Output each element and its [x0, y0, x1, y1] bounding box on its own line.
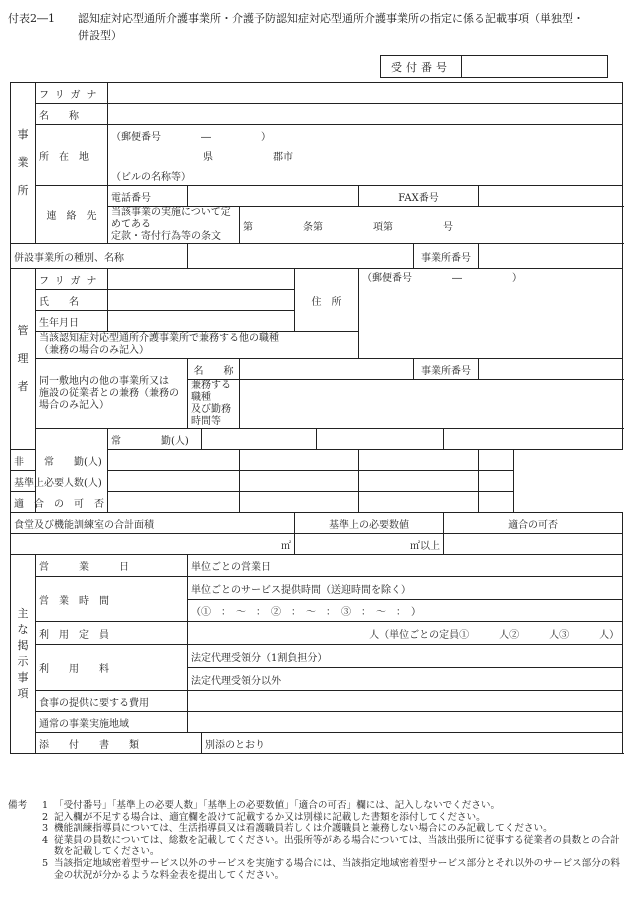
- staff-cell[interactable]: [359, 492, 479, 513]
- business-contact-label: 連 絡 先: [36, 186, 108, 244]
- phone-field[interactable]: [188, 186, 359, 207]
- receipt-number-label: 受付番号: [381, 56, 462, 77]
- notes-label: 備考: [8, 800, 28, 811]
- fee-insured-field[interactable]: 法定代理受領分（1割負担分）: [188, 645, 623, 668]
- manager-address-field[interactable]: （郵便番号 ― ）: [359, 269, 623, 359]
- manager-furigana-label: フリガナ: [36, 269, 108, 290]
- staff-cell[interactable]: [240, 471, 359, 492]
- fee-label: 利 用 料: [36, 645, 188, 691]
- fee-other-field[interactable]: 法定代理受領分以外: [188, 668, 623, 691]
- capacity-field[interactable]: 人（単位ごとの定員① 人② 人③ 人）: [188, 622, 623, 645]
- staff-cell[interactable]: [444, 429, 623, 450]
- other-facility-name-label: 名 称: [188, 359, 240, 380]
- receipt-number-field[interactable]: [462, 56, 607, 77]
- form-number: 付表2―1: [8, 12, 55, 25]
- staff-cell[interactable]: [359, 471, 479, 492]
- manager-section-header: 管 理 者: [11, 269, 36, 450]
- manager-name-field[interactable]: [108, 290, 295, 311]
- title-line-1: 認知症対応型通所介護事業所・介護予防認知症対応型通所介護事業所の指定に係る記載事項（単独型・: [78, 12, 584, 25]
- note-item: 記入欄が不足する場合は、適宜欄を設けて記載するか又は別様に記載した書類を添付してください。: [54, 811, 486, 823]
- duty-field[interactable]: [240, 380, 623, 429]
- manager-concurrent-label: 当該認知症対応型通所介護事業所で兼務する他の職種 （兼務の場合のみ記入）: [36, 332, 359, 359]
- manager-other-label: 同一敷地内の他の事業所又は 施設の従業者との兼務（兼務の 場合のみ記入）: [36, 359, 188, 429]
- application-form-table: [10, 82, 623, 754]
- business-days-label: 営 業 日: [36, 555, 188, 577]
- business-days-field[interactable]: 単位ごとの営業日: [188, 555, 623, 577]
- facility-label: 併設事業所の種別、名称: [11, 244, 188, 269]
- fax-field[interactable]: [479, 186, 623, 207]
- note-item: 当該指定地域密着型サービス以外のサービスを実施する場合には、当該指定地域密着型サービス部分とそれ以外のサービス部分の料金の状況が分かるような料金表を提出してください。: [54, 857, 621, 881]
- meal-cost-label: 食事の提供に要する費用: [36, 691, 188, 712]
- staff-cell[interactable]: [479, 450, 514, 471]
- area-value-field[interactable]: ㎡: [11, 534, 295, 555]
- title-line-2: 併設型）: [78, 29, 122, 42]
- provisions-label: 当該事業の実施について定めてある 定款・寄付行為等の条文: [108, 207, 240, 244]
- county-label: 郡市: [273, 151, 293, 163]
- area-required-label: 基準上の必要数値: [295, 513, 444, 534]
- receipt-number-box: [380, 55, 608, 78]
- area-required-field[interactable]: ㎡以上: [295, 534, 444, 555]
- meal-cost-field[interactable]: [188, 691, 623, 712]
- business-name-field[interactable]: [108, 104, 623, 125]
- staff-row-required: 基準上必要人数(人): [11, 471, 108, 492]
- attachment-label: 添 付 書 類: [36, 733, 202, 754]
- business-building-name[interactable]: （ビルの名称等）: [108, 165, 623, 186]
- staff-cell[interactable]: [317, 429, 444, 450]
- provisions-article-field[interactable]: 第 条第 項第 号: [240, 207, 623, 244]
- staff-cell[interactable]: [108, 492, 240, 513]
- staff-row-compliance: 適 合 の 可 否: [11, 492, 108, 513]
- business-furigana-field[interactable]: [108, 83, 623, 104]
- facility-number-field[interactable]: [479, 244, 623, 269]
- business-hours-slots[interactable]: （① ： ～ ： ② ： ～ ： ③ ： ～ ： ）: [188, 600, 623, 622]
- manager-dob-label: 生年月日: [36, 311, 108, 332]
- prefecture-label: 県: [203, 151, 213, 163]
- area-compliance-field[interactable]: [444, 534, 623, 555]
- phone-label: 電話番号: [108, 186, 188, 207]
- staff-cell[interactable]: [479, 492, 514, 513]
- other-facility-name-field[interactable]: [240, 359, 414, 380]
- staff-row-parttime: 非 常 勤(人): [11, 450, 108, 471]
- other-facility-number-label: 事業所番号: [414, 359, 479, 380]
- note-item: 従業員の員数については、総数を記載してください。出張所等がある場合については、当該出張所に従事する従業者の員数との合計数を記載してください。: [54, 834, 620, 858]
- staff-cell[interactable]: [240, 492, 359, 513]
- staff-cell[interactable]: [359, 450, 479, 471]
- manager-dob-field[interactable]: [108, 311, 295, 332]
- business-hours-label: 営 業 時 間: [36, 577, 188, 622]
- business-postal-code[interactable]: （郵便番号 ― ）: [108, 125, 623, 146]
- other-facility-number-field[interactable]: [479, 359, 623, 380]
- manager-name-label: 氏 名: [36, 290, 108, 311]
- business-address-label: 所 在 地: [36, 125, 108, 186]
- manager-address-label: 住 所: [295, 269, 359, 332]
- staff-row-fulltime: 常 勤(人): [108, 429, 202, 450]
- note-item: 機能訓練指導員については、生活指導員又は看護職員若しくは介護職員と兼務しない場合にのみ記載してください。: [54, 823, 553, 835]
- staff-cell[interactable]: [108, 450, 240, 471]
- fax-label: FAX番号: [359, 186, 479, 207]
- manager-furigana-field[interactable]: [108, 269, 295, 290]
- business-section-header: 事 業 所: [11, 83, 36, 244]
- service-region-field[interactable]: [188, 712, 623, 733]
- business-name-label: 名 称: [36, 104, 108, 125]
- facility-number-label: 事業所番号: [414, 244, 479, 269]
- duty-label: 兼務する職種 及び勤務時間等: [188, 380, 240, 429]
- capacity-label: 利 用 定 員: [36, 622, 188, 645]
- notes-section: 備考 1 「受付番号」「基準上の必要人数」「基準上の必要数値」「適合の可否」欄には、記入しないでください。 2 記入欄が不足する場合は、適宜欄を設けて記載するか又は別様に記載した書類を添付してください。 3 機能訓練指導員については、生活指導員又は看護職員若しくは介護職員と兼務しない場合にのみ記載してください。 4 従業員の員数については、総数を記載してください。出張所等がある場合については、当該出張所に従事する従業者の員数との合計数を記載してください。 5 当該指定地域密着型サービス以外のサービスを実施する場合には、当該指定地域密着型サービス部分とそれ以外のサービス部分の料金の状況が分かるような料金表を提出してください。: [8, 800, 623, 881]
- staff-cell[interactable]: [479, 471, 514, 492]
- business-prefecture-line[interactable]: [108, 145, 623, 165]
- staff-cell[interactable]: [202, 429, 317, 450]
- facility-name-field[interactable]: [188, 244, 414, 269]
- form-title: [8, 10, 623, 44]
- staff-cell[interactable]: [108, 471, 240, 492]
- business-hours-description: 単位ごとのサービス提供時間（送迎時間を除く）: [188, 577, 623, 600]
- service-region-label: 通常の事業実施地域: [36, 712, 188, 733]
- area-compliance-label: 適合の可否: [444, 513, 623, 534]
- business-furigana-label: フリガナ: [36, 83, 108, 104]
- staff-cell[interactable]: [240, 450, 359, 471]
- main-items-header: 主 な 掲 示 事 項: [11, 555, 36, 754]
- note-item: 「受付番号」「基準上の必要人数」「基準上の必要数値」「適合の可否」欄には、記入しないでください。: [54, 800, 501, 811]
- attachment-field[interactable]: 別添のとおり: [202, 733, 623, 754]
- area-label: 食堂及び機能訓練室の合計面積: [11, 513, 295, 534]
